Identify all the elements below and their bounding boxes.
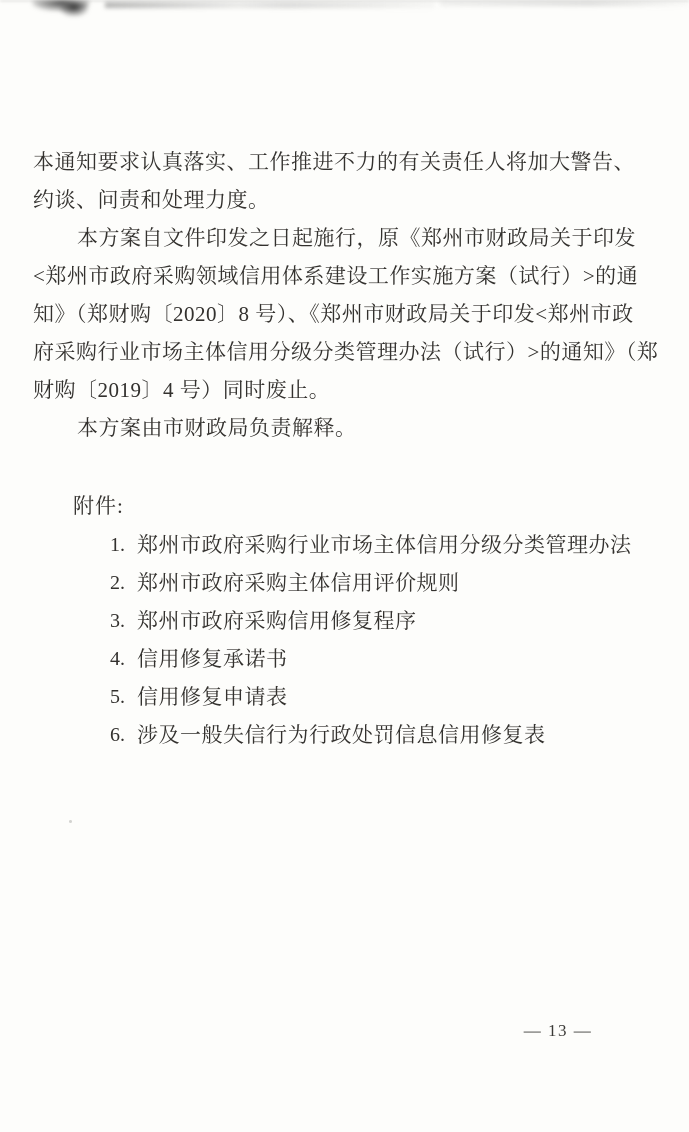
page-number: — 13 — [523, 1021, 593, 1040]
scan-edge-line [0, 0, 689, 2]
attachment-title: 郑州市政府采购主体信用评价规则 [137, 571, 460, 595]
scan-smudge-gray-streak [105, 2, 435, 8]
paragraph-line: 知》（郑财购〔2020〕8 号）、《郑州市财政局关于印发<郑州市政 [33, 302, 634, 326]
paragraph-line: 府采购行业市场主体信用分级分类管理办法（试行）>的通知》（郑 [33, 340, 659, 364]
attachment-title: 涉及一般失信行为行政处罚信息信用修复表 [137, 723, 546, 747]
attachment-item [110, 526, 632, 564]
attachment-number: 5. [110, 686, 125, 708]
attachment-title: 郑州市政府采购行业市场主体信用分级分类管理办法 [137, 533, 632, 557]
paragraph-line: 财购〔2019〕4 号）同时废止。 [33, 378, 331, 402]
scan-speck [69, 820, 72, 823]
attachment-number: 2. [110, 572, 125, 594]
paragraph-line: 本方案自文件印发之日起施行，原《郑州市财政局关于印发 [77, 226, 636, 250]
attachment-item [110, 716, 632, 754]
scan-smudge-faint-streak [440, 1, 689, 6]
paragraph-line: 约谈、问责和处理力度。 [33, 188, 270, 212]
attachments-list [110, 526, 632, 754]
attachments-label: 附件: [73, 494, 124, 518]
attachment-number: 4. [110, 648, 125, 670]
attachment-number: 1. [110, 534, 125, 556]
attachment-title: 信用修复申请表 [137, 685, 288, 709]
attachment-title: 信用修复承诺书 [137, 647, 288, 671]
paragraph-line: 本通知要求认真落实、工作推进不力的有关责任人将加大警告、 [33, 150, 635, 174]
attachment-item [110, 602, 632, 640]
scan-smudge-dark-blob-tail [60, 3, 88, 16]
attachment-number: 6. [110, 724, 125, 746]
document-body [33, 143, 663, 447]
paragraph-line: <郑州市政府采购领域信用体系建设工作实施方案（试行）>的通 [33, 264, 639, 288]
attachment-title: 郑州市政府采购信用修复程序 [137, 609, 417, 633]
attachment-item [110, 678, 632, 716]
page-footer [488, 1019, 628, 1043]
attachment-item [110, 640, 632, 678]
attachment-item [110, 564, 632, 602]
scan-smudge-dark-blob [32, 0, 90, 11]
attachment-number: 3. [110, 610, 125, 632]
paragraph-line: 本方案由市财政局负责解释。 [77, 416, 357, 440]
